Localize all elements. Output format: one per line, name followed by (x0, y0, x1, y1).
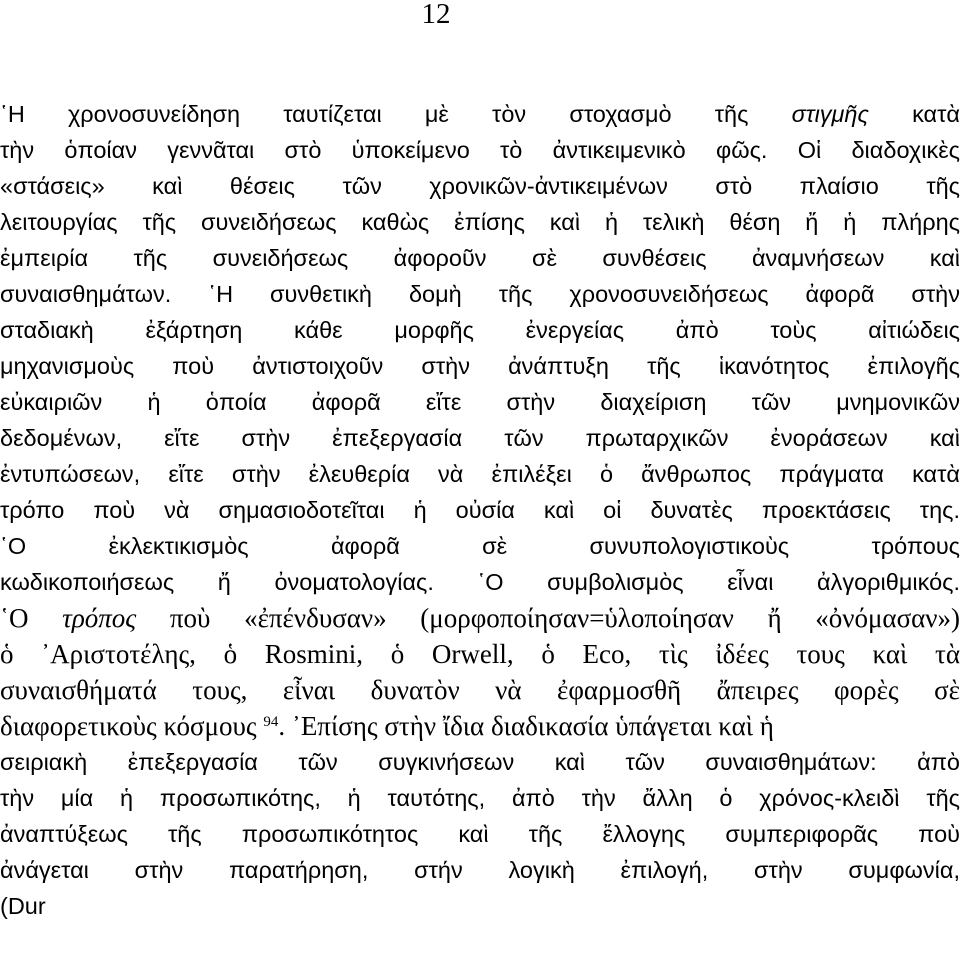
text-line (0, 312, 960, 348)
text-segment: εὐκαιριῶν ἡ ὁποία ἀφορᾶ εἴτε στὴν διαχείριση τῶν μνημονικῶν (0, 389, 960, 415)
text-segment: κατὰ (868, 101, 960, 127)
body-text (0, 96, 960, 924)
text-segment: ἀνάγεται στὴν παρατήρηση, στήν λογικὴ ἐπιλογή, στὴν συμφωνία, (0, 857, 960, 883)
text-line (0, 132, 960, 168)
text-line (0, 528, 960, 564)
text-line (0, 816, 960, 852)
text-line (0, 492, 960, 528)
text-line (0, 672, 960, 708)
text-segment: τρόπο ποὺ νὰ σημασιοδοτεῖται ἡ οὐσία καὶ οἱ δυνατὲς προεκτάσεις της. (0, 497, 960, 523)
text-segment: τὴν ὁποίαν γεννᾶται στὸ ὑποκείμενο τὸ ἀντικειμενικὸ φῶς. Οἱ διαδοχικὲς (0, 137, 960, 163)
text-line (0, 204, 960, 240)
text-line (0, 780, 960, 816)
text-line (0, 276, 960, 312)
text-line (0, 708, 960, 744)
text-segment: τὴν μία ἡ προσωπικότης, ἡ ταυτότης, ἀπὸ τὴν ἄλλη ὁ χρόνος-κλειδὶ τῆς (0, 785, 960, 811)
text-segment: ποὺ «ἐπένδυσαν» (μορφοποίησαν=ὑλοποίησαν ἤ «ὀνόμασαν») (136, 603, 960, 633)
text-segment: «στάσεις» καὶ θέσεις τῶν χρονικῶν-ἀντικειμένων στὸ πλαίσιο τῆς (0, 173, 960, 199)
text-line (0, 240, 960, 276)
text-segment: μηχανισμοὺς ποὺ ἀντιστοιχοῦν στὴν ἀνάπτυξη τῆς ἱκανότητος ἐπιλογῆς (0, 353, 960, 379)
page-number: 12 (421, 0, 451, 30)
text-line (0, 744, 960, 780)
text-segment: συναισθήματά τους, εἶναι δυνατὸν νὰ ἐφαρμοσθῆ ἄπειρες φορὲς σὲ (0, 675, 960, 705)
text-line (0, 564, 960, 600)
text-segment: δεδομένων, εἴτε στὴν ἐπεξεργασία τῶν πρωταρχικῶν ἐνοράσεων καὶ (0, 425, 960, 451)
text-line (0, 96, 960, 132)
text-segment: συναισθημάτων. ῾Η συνθετικὴ δομὴ τῆς χρονοσυνειδήσεως ἀφορᾶ στὴν (0, 281, 960, 307)
text-line (0, 852, 960, 888)
text-segment: λειτουργίας τῆς συνειδήσεως καθὼς ἐπίσης καὶ ἡ τελικὴ θέση ἤ ἡ πλήρης (0, 209, 960, 235)
text-segment: (Dur (0, 893, 46, 919)
text-line (0, 636, 960, 672)
text-segment: ἐντυπώσεων, εἴτε στὴν ἐλευθερία νὰ ἐπιλέξει ὁ ἄνθρωπος πράγματα κατὰ (0, 461, 960, 487)
text-line (0, 420, 960, 456)
text-segment: ῾Ο ἐκλεκτικισμὸς ἀφορᾶ σὲ συνυπολογιστικοὺς τρόπους (0, 533, 960, 559)
text-line (0, 600, 960, 636)
text-line (0, 888, 960, 924)
text-line (0, 348, 960, 384)
text-segment: ἐμπειρία τῆς συνειδήσεως ἀφοροῦν σὲ συνθέσεις ἀναμνήσεων καὶ (0, 245, 960, 271)
text-segment: κωδικοποιήσεως ἤ ὀνοματολογίας. ῾Ο συμβολισμὸς εἶναι ἀλγοριθμικός. (0, 569, 960, 595)
footnote-marker: 94 (263, 714, 279, 730)
text-line (0, 456, 960, 492)
text-segment: διαφορετικοὺς κόσμους (0, 711, 264, 741)
text-segment: ὁ ᾿Αριστοτέλης, ὁ Rosmini, ὁ Orwell, ὁ Eco, τὶς ἰδέες τους καὶ τὰ (0, 639, 960, 669)
text-segment: ἀναπτύξεως τῆς προσωπικότητος καὶ τῆς ἔλλογης συμπεριφορᾶς ποὺ (0, 821, 960, 847)
text-line (0, 384, 960, 420)
text-segment: σειριακὴ ἐπεξεργασία τῶν συγκινήσεων καὶ τῶν συναισθημάτων: ἀπὸ (0, 749, 960, 775)
italic-text: τρόπος (62, 603, 137, 633)
text-segment: ῾Η χρονοσυνείδηση ταυτίζεται μὲ τὸν στοχασμὸ τῆς (0, 101, 792, 127)
italic-text: στιγμῆς (791, 101, 869, 127)
text-line (0, 168, 960, 204)
text-segment: σταδιακὴ ἐξάρτηση κάθε μορφῆς ἐνεργείας ἀπὸ τοὺς αἰτιώδεις (0, 317, 960, 343)
text-segment: ῾Ο (0, 603, 63, 633)
text-segment: . ᾿Επίσης στὴν ἴδια διαδικασία ὑπάγεται καὶ ἡ (278, 711, 774, 741)
